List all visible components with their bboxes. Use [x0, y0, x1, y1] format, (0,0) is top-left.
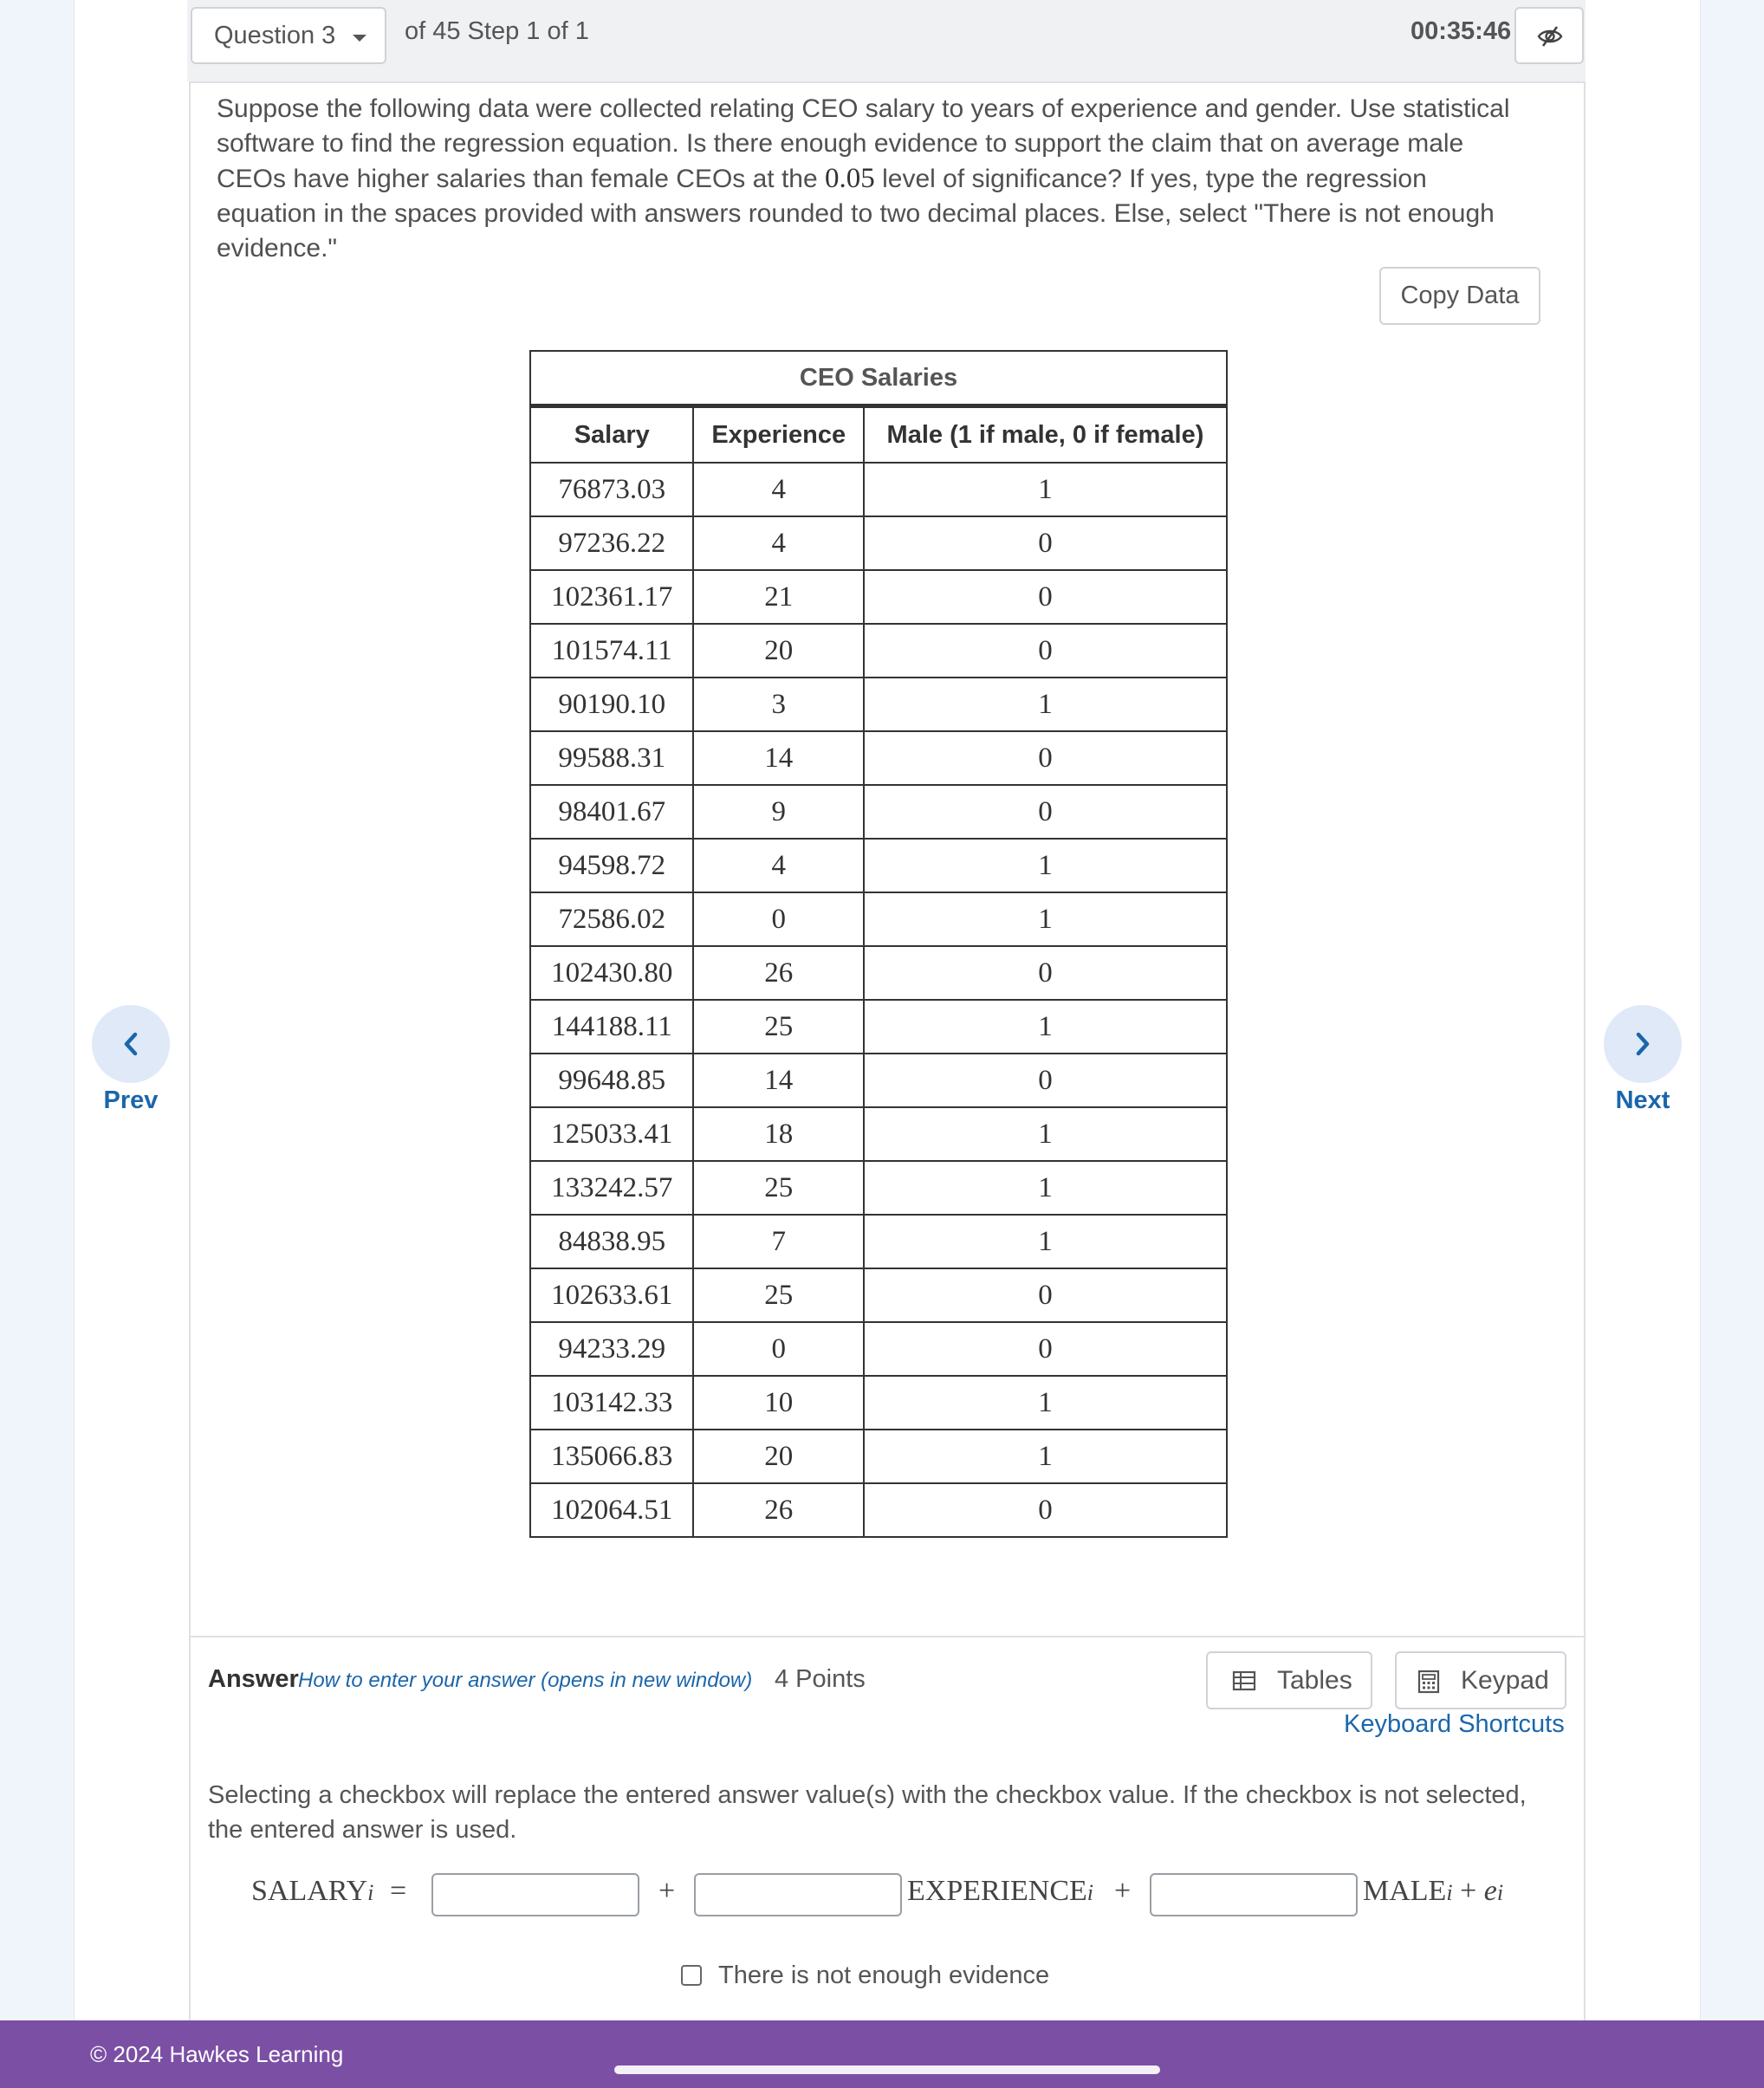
hide-timer-button[interactable]	[1514, 7, 1584, 64]
checkbox-instruction: Selecting a checkbox will replace the entered answer value(s) with the checkbox value. If the checkbox is not selected, the entered answer is used.	[208, 1781, 1527, 1844]
salary-cell: 102361.17	[530, 570, 693, 624]
experience-coefficient-input[interactable]	[694, 1873, 902, 1916]
table-row	[530, 1483, 1227, 1537]
question-progress-text: of 45 Step 1 of 1	[405, 17, 589, 45]
chevron-left-icon	[120, 1031, 141, 1057]
experience-cell: 9	[693, 785, 863, 839]
experience-cell: 14	[693, 1054, 863, 1107]
male-cell: 0	[864, 516, 1227, 570]
male-cell: 0	[864, 1322, 1227, 1376]
experience-cell: 3	[693, 678, 863, 731]
experience-label: EXPERIENCE	[907, 1875, 1087, 1907]
table-row	[530, 1376, 1227, 1430]
male-error-term	[1363, 1875, 1503, 1908]
table-header-row	[530, 407, 1227, 463]
error-term: e	[1483, 1875, 1497, 1907]
salary-cell: 102633.61	[530, 1268, 693, 1322]
eye-slash-icon	[1536, 24, 1564, 49]
column-header-experience: Experience	[693, 407, 863, 463]
prev-label[interactable]: Prev	[103, 1086, 159, 1114]
not-enough-evidence-label[interactable]: There is not enough evidence	[718, 1962, 1050, 1989]
male-cell: 0	[864, 624, 1227, 678]
salary-cell: 133242.57	[530, 1161, 693, 1215]
experience-cell: 0	[693, 892, 863, 946]
answer-heading: Answer	[208, 1665, 299, 1693]
intercept-input[interactable]	[431, 1873, 639, 1916]
experience-cell: 25	[693, 1000, 863, 1054]
plus-sign: +	[1460, 1875, 1477, 1907]
salary-cell: 94598.72	[530, 839, 693, 892]
table-row	[530, 678, 1227, 731]
experience-cell: 4	[693, 839, 863, 892]
table-row	[530, 1322, 1227, 1376]
male-cell: 1	[864, 892, 1227, 946]
footer	[0, 2020, 1764, 2088]
table-row	[530, 839, 1227, 892]
male-coefficient-input[interactable]	[1150, 1873, 1358, 1916]
table-icon	[1232, 1670, 1256, 1692]
salary-cell: 135066.83	[530, 1430, 693, 1483]
male-cell: 1	[864, 1000, 1227, 1054]
question-select-dropdown[interactable]	[191, 7, 386, 64]
salary-cell: 99588.31	[530, 731, 693, 785]
equation-lhs	[251, 1875, 373, 1908]
experience-cell: 25	[693, 1161, 863, 1215]
salary-cell: 98401.67	[530, 785, 693, 839]
chevron-right-icon	[1632, 1031, 1653, 1057]
tables-label: Tables	[1277, 1666, 1352, 1695]
table-row	[530, 516, 1227, 570]
right-margin	[1699, 0, 1764, 2020]
copyright-text: © 2024 Hawkes Learning	[90, 2041, 344, 2067]
next-label[interactable]: Next	[1615, 1086, 1670, 1114]
next-button[interactable]	[1604, 1005, 1682, 1083]
table-row	[530, 570, 1227, 624]
table-row	[530, 463, 1227, 516]
keyboard-shortcuts-link[interactable]: Keyboard Shortcuts	[1344, 1710, 1565, 1738]
copy-data-button[interactable]: Copy Data	[1379, 267, 1540, 325]
table-row	[530, 1107, 1227, 1161]
table-row	[530, 624, 1227, 678]
experience-cell: 26	[693, 1483, 863, 1537]
keypad-button[interactable]	[1395, 1651, 1566, 1709]
male-cell: 0	[864, 785, 1227, 839]
table-row	[530, 1430, 1227, 1483]
salary-cell: 94233.29	[530, 1322, 693, 1376]
equals-sign: =	[390, 1875, 407, 1907]
male-cell: 1	[864, 839, 1227, 892]
salary-cell: 99648.85	[530, 1054, 693, 1107]
timer: 00:35:46	[1411, 17, 1512, 45]
experience-cell: 20	[693, 1430, 863, 1483]
not-enough-evidence-checkbox[interactable]	[681, 1965, 702, 1986]
salary-cell: 144188.11	[530, 1000, 693, 1054]
prompt-text-1: Suppose the following data were collected relating CEO salary to years of experience and gender. Use statistical software to find the regression equation. Is there enough evidence to support the claim that on average male CEOs have higher salaries than female CEOs at the	[217, 94, 1510, 193]
experience-cell: 20	[693, 624, 863, 678]
table-row	[530, 1000, 1227, 1054]
prompt-text-2: level of significance? If yes, type the regression equation in the spaces provided with answers rounded to two decimal places. Else, select "There is not enough evidence."	[217, 165, 1495, 263]
male-cell: 0	[864, 1268, 1227, 1322]
male-cell: 1	[864, 1430, 1227, 1483]
points-value: 4 Points	[775, 1665, 866, 1693]
salary-cell: 90190.10	[530, 678, 693, 731]
question-prompt	[217, 92, 1534, 266]
male-cell: 1	[864, 1376, 1227, 1430]
experience-cell: 14	[693, 731, 863, 785]
subscript-i: i	[1086, 1880, 1094, 1905]
salary-cell: 101574.11	[530, 624, 693, 678]
plus-sign: +	[1114, 1875, 1132, 1907]
experience-cell: 4	[693, 463, 863, 516]
caret-down-icon	[353, 35, 366, 42]
salary-cell: 103142.33	[530, 1376, 693, 1430]
salary-cell: 102430.80	[530, 946, 693, 1000]
experience-cell: 0	[693, 1322, 863, 1376]
male-cell: 1	[864, 1215, 1227, 1268]
table-row	[530, 1054, 1227, 1107]
salary-cell: 84838.95	[530, 1215, 693, 1268]
male-cell: 1	[864, 678, 1227, 731]
experience-cell: 18	[693, 1107, 863, 1161]
subscript-i: i	[1496, 1880, 1504, 1905]
how-to-enter-answer-link[interactable]: How to enter your answer (opens in new window)	[298, 1669, 753, 1692]
male-cell: 0	[864, 1054, 1227, 1107]
prev-button[interactable]	[92, 1005, 170, 1083]
table-row	[530, 785, 1227, 839]
salary-term: SALARY	[251, 1875, 368, 1907]
experience-cell: 26	[693, 946, 863, 1000]
salary-cell: 97236.22	[530, 516, 693, 570]
salary-cell: 125033.41	[530, 1107, 693, 1161]
male-cell: 1	[864, 1107, 1227, 1161]
subscript-i: i	[1446, 1880, 1453, 1905]
keypad-label: Keypad	[1461, 1666, 1549, 1695]
male-cell: 0	[864, 731, 1227, 785]
significance-level: 0.05	[825, 163, 875, 194]
table-row	[530, 1161, 1227, 1215]
experience-cell: 10	[693, 1376, 863, 1430]
male-cell: 1	[864, 463, 1227, 516]
plus-sign: +	[658, 1875, 676, 1907]
experience-cell: 4	[693, 516, 863, 570]
question-header-bar	[187, 0, 1586, 81]
question-select-label: Question 3	[214, 22, 336, 49]
home-indicator[interactable]	[614, 2065, 1160, 2074]
salary-cell: 76873.03	[530, 463, 693, 516]
table-row	[530, 1268, 1227, 1322]
male-cell: 0	[864, 1483, 1227, 1537]
table-row	[530, 731, 1227, 785]
table-row	[530, 946, 1227, 1000]
ceo-salaries-table	[529, 350, 1228, 1538]
tables-button[interactable]	[1206, 1651, 1372, 1709]
experience-cell: 21	[693, 570, 863, 624]
male-label: MALE	[1363, 1875, 1447, 1907]
table-row	[530, 1215, 1227, 1268]
table-row	[530, 892, 1227, 946]
subscript-i: i	[367, 1880, 374, 1905]
calculator-icon	[1417, 1670, 1440, 1694]
experience-cell: 25	[693, 1268, 863, 1322]
salary-cell: 102064.51	[530, 1483, 693, 1537]
table-title: CEO Salaries	[529, 350, 1228, 406]
experience-cell: 7	[693, 1215, 863, 1268]
column-header-male: Male (1 if male, 0 if female)	[864, 407, 1227, 463]
column-header-salary: Salary	[530, 407, 693, 463]
male-cell: 0	[864, 570, 1227, 624]
male-cell: 1	[864, 1161, 1227, 1215]
salary-cell: 72586.02	[530, 892, 693, 946]
male-cell: 0	[864, 946, 1227, 1000]
left-margin	[0, 0, 75, 2020]
experience-term	[907, 1875, 1093, 1908]
